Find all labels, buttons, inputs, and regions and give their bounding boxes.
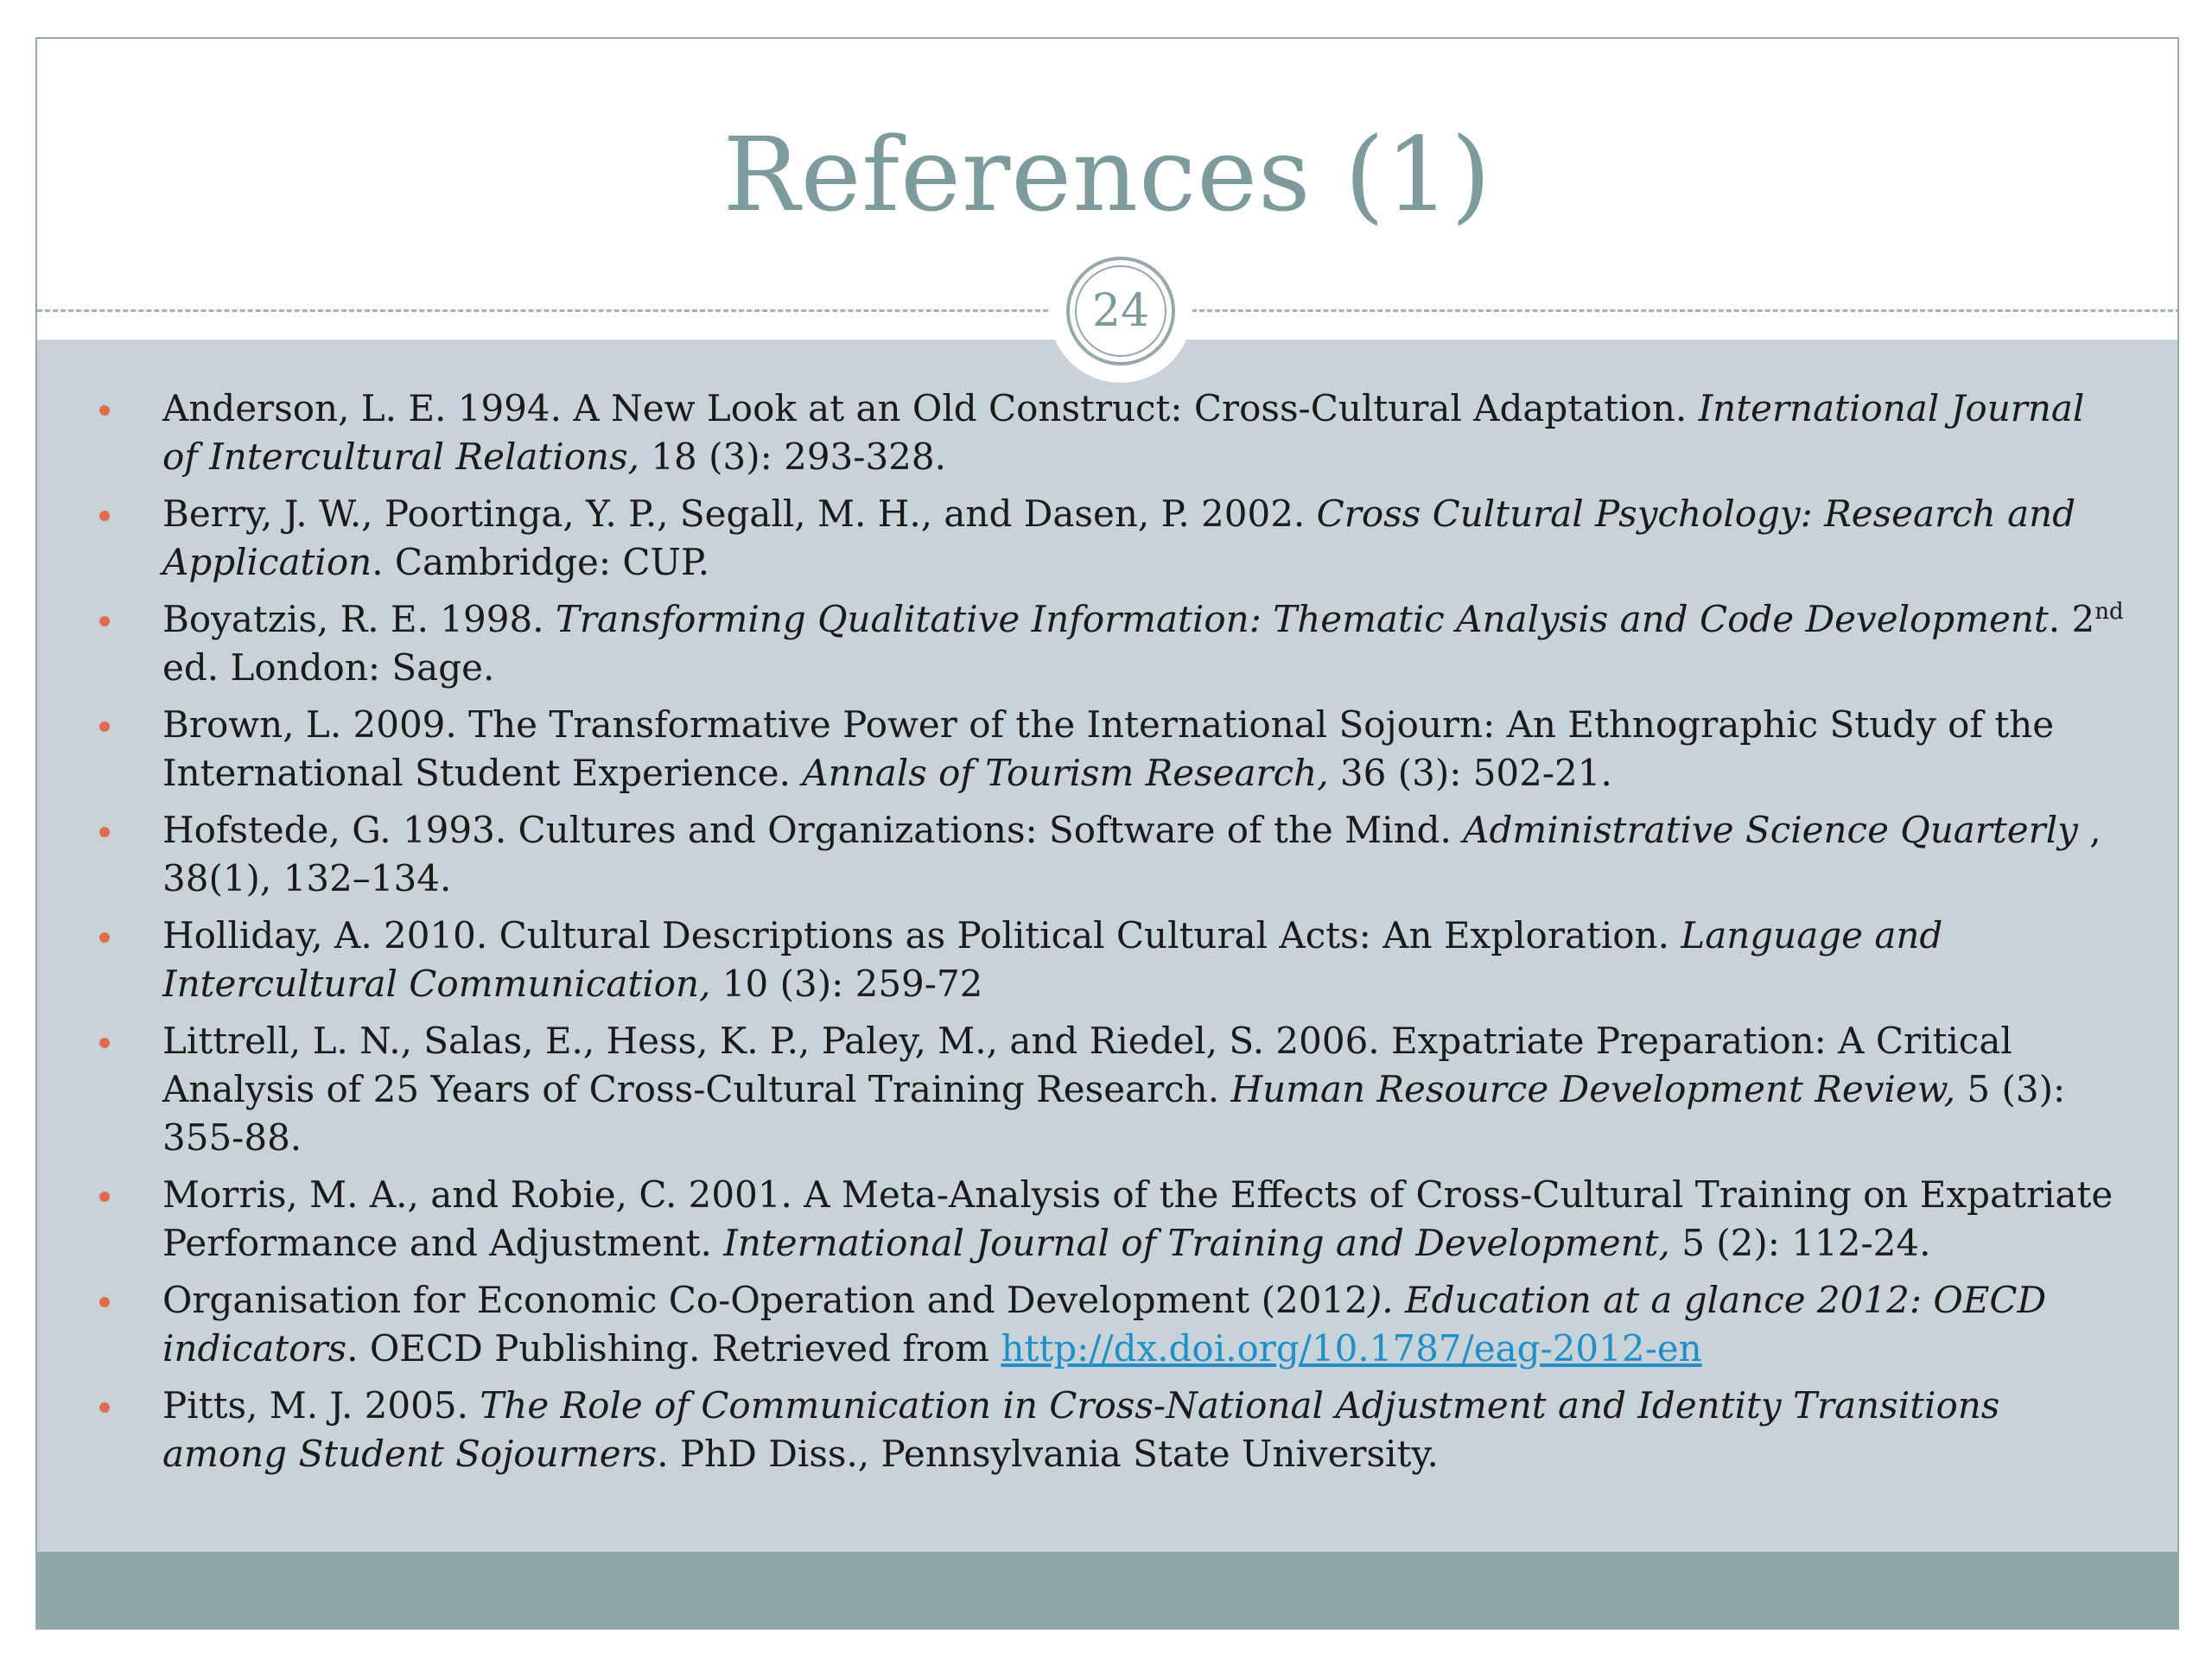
reference-italic-text: International Journal of Training and Development, xyxy=(723,1222,1670,1264)
reference-list xyxy=(37,385,2177,1487)
reference-text: 5 (3): 355-88. xyxy=(162,1068,2066,1159)
reference-text: . Cambridge: CUP. xyxy=(372,541,710,583)
slide-number-badge xyxy=(1049,239,1192,383)
reference-text: Berry, J. W., Poortinga, Y. P., Segall, M. H., and Dasen, P. 2002. xyxy=(162,493,1317,535)
reference-italic-text: The Role of Communication in Cross-National Adjustment and Identity Transitions among Student Sojourners xyxy=(162,1384,2000,1475)
bullet-icon xyxy=(99,616,110,626)
reference-text: Hofstede, G. 1993. Cultures and Organizations: Software of the Mind. xyxy=(162,809,1464,851)
badge-ring-inner xyxy=(1075,265,1166,357)
reference-italic-text: Human Resource Development Review, xyxy=(1230,1068,1956,1110)
footer-bar xyxy=(37,1552,2177,1628)
reference-text: , 38(1), 132–134. xyxy=(162,809,2101,899)
reference-link[interactable]: http://dx.doi.org/10.1787/eag-2012-en xyxy=(1001,1327,1702,1370)
reference-item xyxy=(37,1017,2177,1162)
reference-text: Holliday, A. 2010. Cultural Descriptions as Political Cultural Acts: An Exploration. xyxy=(162,914,1681,957)
reference-item xyxy=(37,490,2177,587)
reference-text: Organisation for Economic Co-Operation and Development (2012 xyxy=(162,1279,1368,1321)
reference-text: . PhD Diss., Pennsylvania State University. xyxy=(657,1433,1439,1475)
reference-italic-text: Administrative Science Quarterly xyxy=(1463,809,2078,851)
reference-superscript: nd xyxy=(2094,599,2124,625)
reference-text: 36 (3): 502-21. xyxy=(1328,752,1612,794)
bullet-icon xyxy=(99,511,110,521)
reference-text: 5 (2): 112-24. xyxy=(1669,1222,1931,1264)
reference-italic-text: Cross Cultural Psychology: Research and Application xyxy=(162,493,2076,583)
reference-text: 18 (3): 293-328. xyxy=(639,435,946,478)
slide xyxy=(35,37,2179,1630)
reference-italic-text: Language and Intercultural Communication, xyxy=(162,914,1943,1005)
reference-item xyxy=(37,1276,2177,1373)
reference-item xyxy=(37,806,2177,903)
reference-item xyxy=(37,385,2177,481)
reference-text: Anderson, L. E. 1994. A New Look at an Old Construct: Cross-Cultural Adaptation. xyxy=(162,387,1699,429)
bullet-icon xyxy=(99,1402,110,1413)
bullet-icon xyxy=(99,405,110,416)
reference-text: Morris, M. A., and Robie, C. 2001. A Meta-Analysis of the Effects of Cross-Cultural Training on Expatriate Performance and Adjustment. xyxy=(162,1173,2113,1264)
reference-italic-text: International Journal of Intercultural Relations, xyxy=(162,387,2085,478)
reference-text: Littrell, L. N., Salas, E., Hess, K. P., Paley, M., and Riedel, S. 2006. Expatriate Preparation: A Critical Analysis of 25 Years of Cross-Cultural Training Research. xyxy=(162,1020,2012,1110)
reference-text: ed. London: Sage. xyxy=(162,646,495,689)
reference-item xyxy=(37,1382,2177,1478)
reference-text: . OECD Publishing. Retrieved from xyxy=(346,1327,1001,1370)
reference-italic-text: Transforming Qualitative Information: Thematic Analysis and Code Development xyxy=(555,598,2049,640)
reference-italic-text: Annals of Tourism Research, xyxy=(802,752,1329,794)
reference-text: 10 (3): 259-72 xyxy=(710,963,983,1005)
bullet-icon xyxy=(99,1038,110,1048)
badge-ring xyxy=(1066,257,1175,365)
divider-right xyxy=(1192,309,2179,312)
bullet-icon xyxy=(99,721,110,732)
reference-text: Boyatzis, R. E. 1998. xyxy=(162,598,556,640)
page-title: References (1) xyxy=(722,115,1492,234)
bullet-icon xyxy=(99,1192,110,1202)
reference-item xyxy=(37,1171,2177,1268)
reference-text: Brown, L. 2009. The Transformative Power of the International Sojourn: An Ethnographic Study of the International Student Experience. xyxy=(162,703,2055,794)
reference-text: . 2 xyxy=(2048,598,2095,640)
reference-item xyxy=(37,701,2177,798)
reference-item xyxy=(37,595,2177,692)
bullet-icon xyxy=(99,1297,110,1307)
reference-item xyxy=(37,912,2177,1008)
bullet-icon xyxy=(99,827,110,837)
bullet-icon xyxy=(99,932,110,943)
divider-left xyxy=(37,309,1048,312)
reference-text: Pitts, M. J. 2005. xyxy=(162,1384,480,1427)
slide-number: 24 xyxy=(1091,285,1150,337)
reference-italic-text: ). Education at a glance 2012: OECD indicators xyxy=(162,1279,2047,1370)
